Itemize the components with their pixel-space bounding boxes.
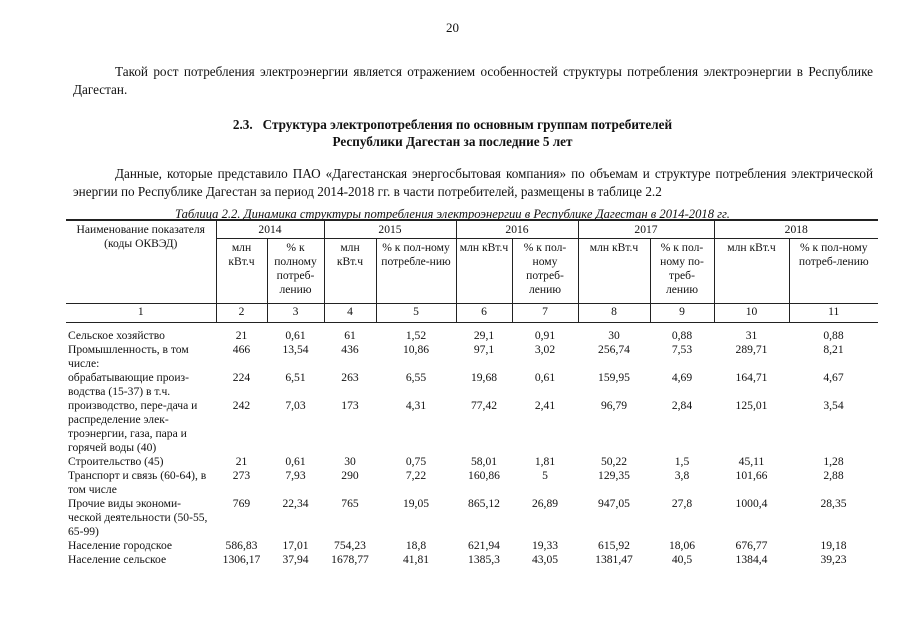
column-number: 7 xyxy=(512,304,578,323)
table-cell: 43,05 xyxy=(531,553,559,566)
table-row xyxy=(66,469,878,497)
table-cell: 0,61 xyxy=(285,455,306,468)
table-cell: 30 xyxy=(608,329,620,342)
table-cell: 1,28 xyxy=(823,455,844,468)
table-row xyxy=(66,553,878,567)
table-cell: 242 xyxy=(232,399,251,412)
section-heading xyxy=(0,116,905,150)
table-cell: 6,55 xyxy=(405,371,427,384)
table-cell: 1,52 xyxy=(405,329,427,342)
table-cell: 1381,47 xyxy=(595,553,633,566)
table-row xyxy=(66,371,878,399)
table-cell: 5 xyxy=(542,469,548,482)
table-cell: 621,94 xyxy=(468,539,500,552)
table-cell: 3,02 xyxy=(534,343,556,356)
subheader-cell: млн кВт.ч xyxy=(578,239,650,304)
section-title-line2: Республики Дагестан за последние 5 лет xyxy=(332,134,573,149)
table-cell: 0,91 xyxy=(534,329,556,342)
column-number: 9 xyxy=(650,304,714,323)
section-title-line1: Структура электропотребления по основным группам потребителей xyxy=(262,117,673,132)
table-cell: 6,51 xyxy=(285,371,306,384)
table-cell: 160,86 xyxy=(468,469,500,482)
table-cell: 129,35 xyxy=(598,469,630,482)
row-label: обрабатывающие произ-водства (15-37) в т.ч. xyxy=(68,371,189,398)
subheader-cell: % к пол-ному потреб-лению xyxy=(512,239,578,304)
column-number: 11 xyxy=(789,304,878,323)
table-cell: 765 xyxy=(341,497,359,510)
table-cell: 22,34 xyxy=(282,497,309,510)
table-cell: 21 xyxy=(235,455,248,468)
table-cell: 96,79 xyxy=(600,399,628,412)
row-label: Транспорт и связь (60-64), в том числе xyxy=(68,469,207,496)
table-cell: 26,89 xyxy=(531,497,559,510)
table-cell: 4,69 xyxy=(671,371,693,384)
table-cell: 466 xyxy=(232,343,251,356)
table-cell: 4,31 xyxy=(405,399,427,412)
table-cell: 159,95 xyxy=(598,371,630,384)
subheader-cell: % к пол-ному по-треб-лению xyxy=(650,239,714,304)
table-row xyxy=(66,399,878,455)
subheader-cell: % к полному потреб-лению xyxy=(267,239,324,304)
table-cell: 173 xyxy=(341,399,359,412)
section-number: 2.3. xyxy=(232,117,253,132)
table-cell: 18,8 xyxy=(405,539,427,552)
table-cell: 0,75 xyxy=(405,455,427,468)
year-header: 2015 xyxy=(324,221,456,239)
table-cell: 263 xyxy=(341,371,359,384)
subheader-cell: млн кВт.ч xyxy=(216,239,267,304)
table-cell: 18,06 xyxy=(668,539,696,552)
consumption-table xyxy=(66,220,878,567)
table-cell: 29,1 xyxy=(473,329,495,342)
consumption-table-wrap xyxy=(66,220,878,567)
table-cell: 1306,17 xyxy=(222,553,261,566)
column-number: 6 xyxy=(456,304,512,323)
table-cell: 676,77 xyxy=(735,539,768,552)
table-cell: 19,68 xyxy=(470,371,498,384)
table-cell: 27,8 xyxy=(671,497,693,510)
subheader-cell: % к пол-ному потреб-лению xyxy=(789,239,878,304)
data-paragraph: Данные, которые представило ПАО «Дагестанская энергосбытовая компания» по объемам и структуре потребления электрической энергии по Республике Дагестан за период 2014-2018 гг. в части потребителей, размещены в таблице 2.2 xyxy=(73,166,873,199)
row-label: Население городское xyxy=(68,539,173,552)
table-cell: 50,22 xyxy=(600,455,628,468)
table-cell: 37,94 xyxy=(282,553,309,566)
column-number: 2 xyxy=(216,304,267,323)
table-cell: 10,86 xyxy=(402,343,430,356)
table-cell: 101,66 xyxy=(735,469,768,482)
table-cell: 290 xyxy=(341,469,359,482)
table-cell: 17,01 xyxy=(282,539,309,552)
table-cell: 754,23 xyxy=(334,539,366,552)
table-row xyxy=(66,539,878,553)
table-row xyxy=(66,343,878,371)
year-header: 2017 xyxy=(578,221,714,239)
column-number: 8 xyxy=(578,304,650,323)
table-cell: 7,53 xyxy=(671,343,693,356)
intro-paragraph: Такой рост потребления электроэнергии является отражением особенностей структуры потребления электроэнергии в Республике Дагестан. xyxy=(73,64,873,97)
table-cell: 865,12 xyxy=(468,497,500,510)
table-cell: 4,67 xyxy=(823,371,844,384)
row-label: Строительство (45) xyxy=(68,455,164,468)
table-cell: 436 xyxy=(341,343,359,356)
table-cell: 2,41 xyxy=(534,399,556,412)
table-row xyxy=(66,455,878,469)
table-cell: 256,74 xyxy=(598,343,630,356)
table-cell: 164,71 xyxy=(735,371,768,384)
table-cell: 0,88 xyxy=(823,329,844,342)
table-body xyxy=(66,323,878,568)
page-number: 20 xyxy=(446,20,459,35)
table-cell: 1384,4 xyxy=(735,553,768,566)
table-cell: 2,88 xyxy=(823,469,844,482)
table-cell: 769 xyxy=(232,497,251,510)
table-cell: 31 xyxy=(745,329,758,342)
table-cell: 8,21 xyxy=(823,343,844,356)
row-label: Промышленность, в том числе: xyxy=(68,343,189,370)
row-label: Население сельское xyxy=(68,553,167,566)
table-cell: 19,33 xyxy=(531,539,559,552)
table-cell: 30 xyxy=(344,455,356,468)
column-number: 10 xyxy=(714,304,789,323)
table-cell: 3,54 xyxy=(823,399,844,412)
table-cell: 615,92 xyxy=(598,539,630,552)
column-number: 4 xyxy=(324,304,376,323)
subheader-cell: % к пол-ному потребле-нию xyxy=(376,239,456,304)
table-cell: 7,03 xyxy=(285,399,306,412)
row-label: производство, пере-дача и распределение элек-троэнергии, газа, пара и горячей воды (40) xyxy=(68,399,198,454)
table-cell: 19,18 xyxy=(820,539,847,552)
table-cell: 289,71 xyxy=(735,343,768,356)
column-number: 1 xyxy=(66,304,216,323)
table-cell: 3,8 xyxy=(674,469,690,482)
subheader-cell: млн кВт.ч xyxy=(324,239,376,304)
table-caption: Таблица 2.2. Динамика структуры потребления электроэнергии в Республике Дагестан в 2014-2018 гг. xyxy=(175,207,730,221)
indicator-name-header: Наименование показателя (коды ОКВЭД) xyxy=(66,221,216,304)
row-label: Сельское хозяйство xyxy=(68,329,165,342)
table-cell: 58,01 xyxy=(470,455,498,468)
column-number: 3 xyxy=(267,304,324,323)
table-cell: 41,81 xyxy=(402,553,430,566)
table-cell: 97,1 xyxy=(473,343,495,356)
subheader-cell: млн кВт.ч xyxy=(714,239,789,304)
table-cell: 0,61 xyxy=(534,371,556,384)
table-cell: 39,23 xyxy=(820,553,847,566)
table-cell: 7,93 xyxy=(285,469,306,482)
column-number-row xyxy=(66,304,878,323)
table-cell: 13,54 xyxy=(282,343,309,356)
year-header-row xyxy=(66,221,878,239)
table-cell: 0,61 xyxy=(285,329,306,342)
table-cell: 2,84 xyxy=(671,399,693,412)
table-cell: 0,88 xyxy=(671,329,693,342)
year-header: 2016 xyxy=(456,221,578,239)
table-cell: 273 xyxy=(232,469,251,482)
table-cell: 586,83 xyxy=(225,539,258,552)
table-cell: 1678,77 xyxy=(331,553,369,566)
table-cell: 45,11 xyxy=(738,455,765,468)
year-header: 2014 xyxy=(216,221,324,239)
table-cell: 40,5 xyxy=(671,553,693,566)
table-cell: 1000,4 xyxy=(735,497,768,510)
table-cell: 1,5 xyxy=(674,455,690,468)
table-row xyxy=(66,323,878,344)
table-cell: 947,05 xyxy=(598,497,630,510)
table-cell: 19,05 xyxy=(402,497,430,510)
table-cell: 1,81 xyxy=(534,455,556,468)
row-label: Прочие виды экономи-ческой деятельности (50-55, 65-99) xyxy=(68,497,208,538)
table-cell: 224 xyxy=(232,371,251,384)
year-header: 2018 xyxy=(714,221,878,239)
table-cell: 61 xyxy=(344,329,356,342)
table-cell: 125,01 xyxy=(735,399,768,412)
table-cell: 7,22 xyxy=(405,469,427,482)
column-number: 5 xyxy=(376,304,456,323)
table-cell: 28,35 xyxy=(820,497,847,510)
table-cell: 1385,3 xyxy=(468,553,500,566)
table-cell: 77,42 xyxy=(470,399,498,412)
table-cell: 21 xyxy=(235,329,248,342)
table-row xyxy=(66,497,878,539)
subheader-cell: млн кВт.ч xyxy=(456,239,512,304)
